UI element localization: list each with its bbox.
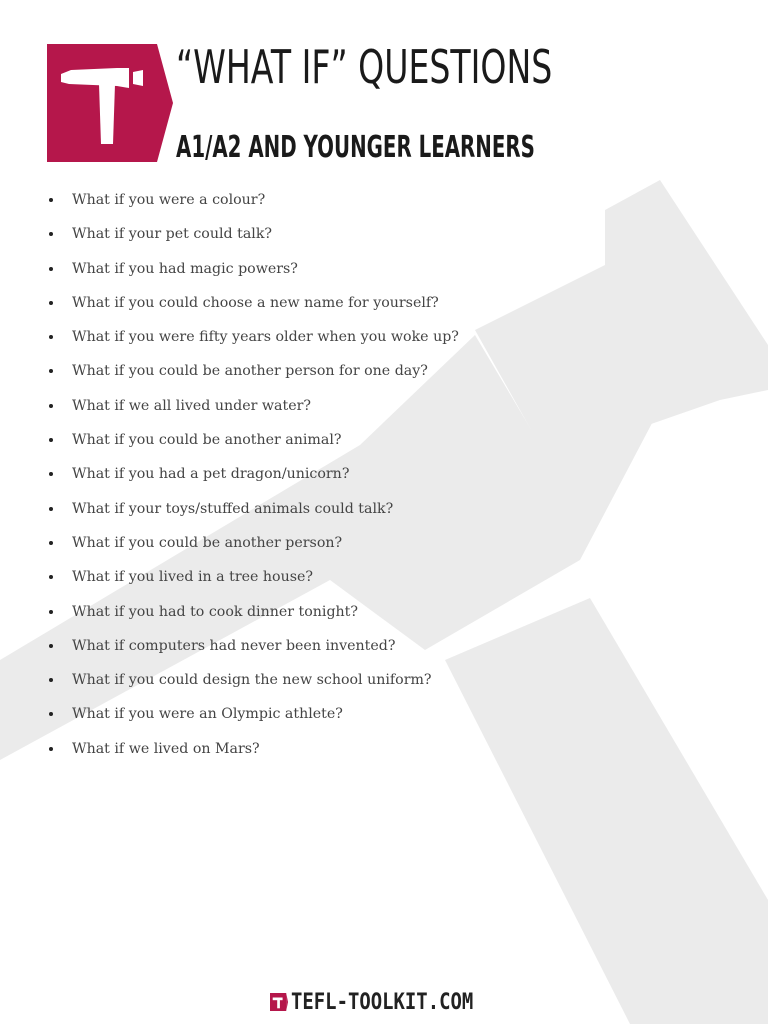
list-item: [48, 327, 459, 361]
list-item: [48, 190, 459, 224]
hammer-logo-icon: [47, 44, 173, 162]
list-item: [48, 670, 459, 704]
question-text: What if you had magic powers?: [72, 260, 298, 277]
bullet-icon: [49, 472, 53, 476]
bullet-icon: [49, 541, 53, 545]
question-text: What if you had to cook dinner tonight?: [72, 603, 358, 620]
page-title: “WHAT IF” QUESTIONS: [176, 40, 553, 94]
bullet-icon: [49, 507, 53, 511]
footer-brand: [270, 990, 503, 1014]
bullet-icon: [49, 232, 53, 236]
bullet-icon: [49, 438, 53, 442]
site-url: TEFL-TOOLKIT.COM: [291, 989, 474, 1015]
question-text: What if you could design the new school uniform?: [72, 672, 432, 689]
question-text: What if you could be another person?: [72, 534, 343, 551]
bullet-icon: [49, 747, 53, 751]
question-text: What if you could be another animal?: [72, 432, 342, 449]
bullet-icon: [49, 610, 53, 614]
list-item: [48, 224, 459, 258]
question-text: What if you could choose a new name for yourself?: [72, 294, 439, 311]
hammer-logo-small-icon: [270, 993, 288, 1011]
question-text: What if computers had never been invented?: [72, 637, 396, 654]
question-text: What if your toys/stuffed animals could talk?: [72, 500, 394, 517]
question-text: What if we lived on Mars?: [72, 740, 260, 757]
question-text: What if you were fifty years older when you woke up?: [72, 329, 459, 346]
list-item: [48, 259, 459, 293]
list-item: [48, 499, 459, 533]
bullet-icon: [49, 335, 53, 339]
bullet-icon: [49, 644, 53, 648]
list-item: [48, 739, 459, 773]
bullet-icon: [49, 678, 53, 682]
list-item: [48, 533, 459, 567]
list-item: [48, 567, 459, 601]
bullet-icon: [49, 198, 53, 202]
page-subtitle: A1/A2 AND YOUNGER LEARNERS: [176, 130, 535, 165]
list-item: [48, 430, 459, 464]
list-item: [48, 361, 459, 395]
list-item: [48, 293, 459, 327]
bullet-icon: [49, 404, 53, 408]
bullet-icon: [49, 712, 53, 716]
bullet-icon: [49, 267, 53, 271]
question-text: What if you could be another person for one day?: [72, 363, 428, 380]
list-item: [48, 396, 459, 430]
bullet-icon: [49, 369, 53, 373]
list-item: [48, 602, 459, 636]
list-item: [48, 464, 459, 498]
list-item: [48, 704, 459, 738]
question-text: What if you had a pet dragon/unicorn?: [72, 466, 350, 483]
bullet-icon: [49, 301, 53, 305]
list-item: [48, 636, 459, 670]
bullet-icon: [49, 575, 53, 579]
questions-list: [48, 190, 459, 773]
question-text: What if you lived in a tree house?: [72, 569, 314, 586]
question-text: What if you were an Olympic athlete?: [72, 706, 343, 723]
question-text: What if we all lived under water?: [72, 397, 311, 414]
question-text: What if your pet could talk?: [72, 226, 273, 243]
question-text: What if you were a colour?: [72, 192, 266, 208]
